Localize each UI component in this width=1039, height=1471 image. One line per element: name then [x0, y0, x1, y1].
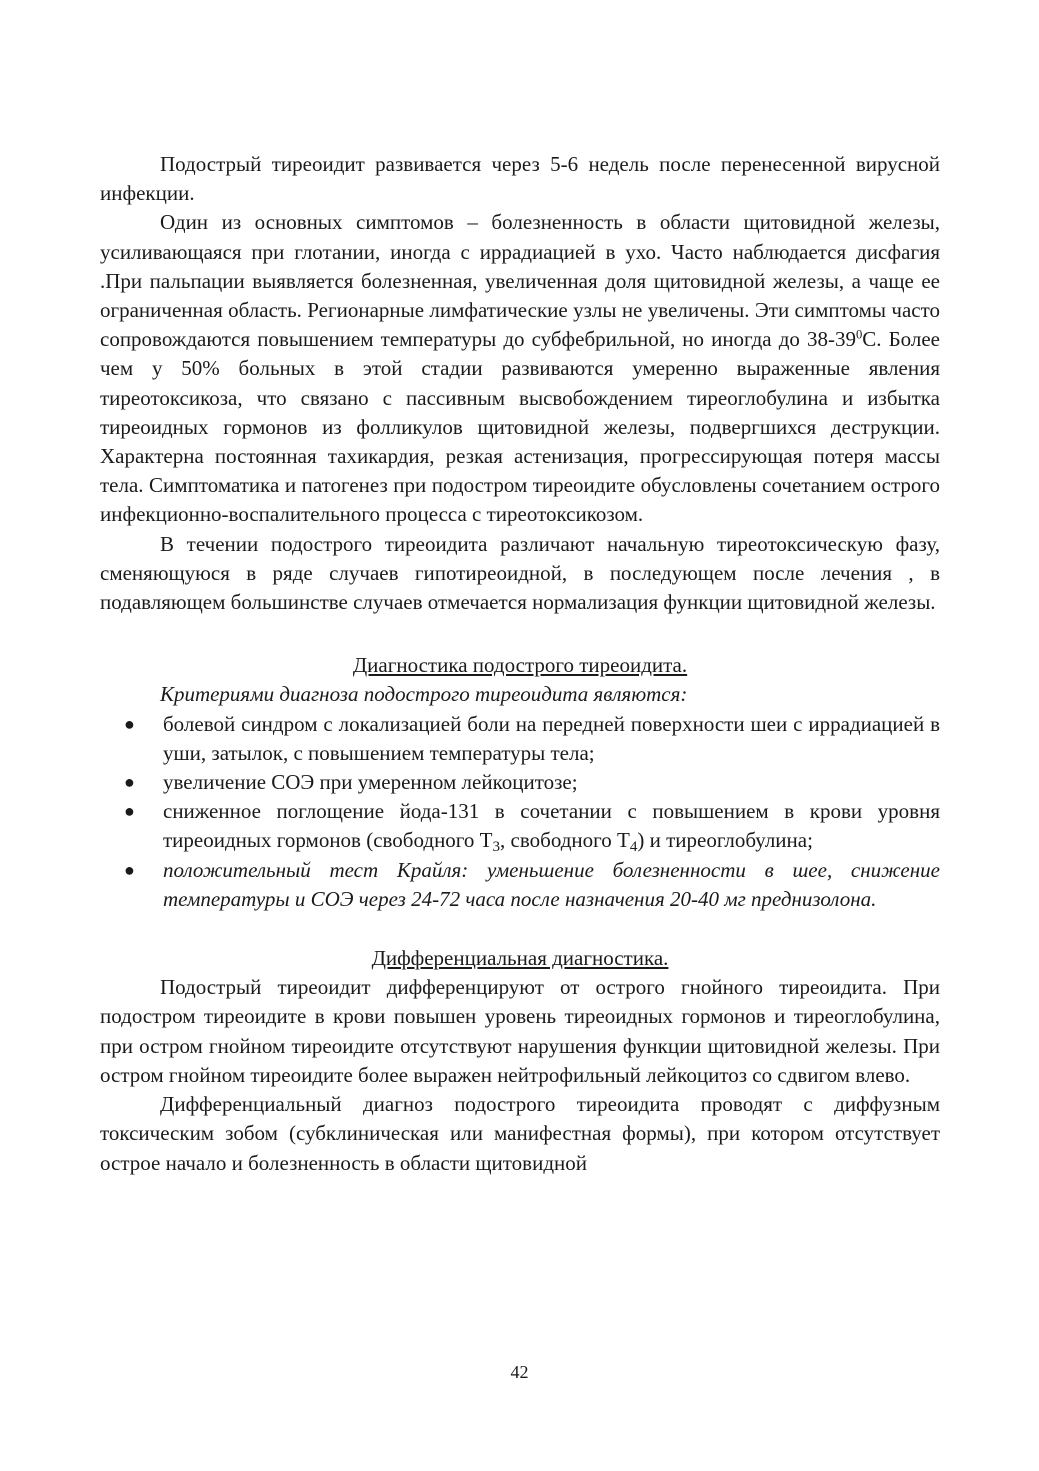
- list-item: [100, 797, 940, 855]
- bullet-icon: ●: [124, 801, 135, 822]
- diagnostics-heading: [100, 651, 940, 680]
- paragraph-differential-purulent: Подострый тиреоидит дифференцируют от острого гнойного тиреоидита. При подостром тиреоидите в крови повышен уровень тиреоидных гормонов и тиреоглобулина, при остром гнойном тиреоидите отсутствуют нарушения функции щитовидной железы. При остром гнойном тиреоидите более выражен нейтрофильный лейкоцитоз со сдвигом влево.: [100, 975, 940, 1087]
- list-item: [100, 856, 940, 914]
- bullet-icon: ●: [124, 772, 135, 793]
- paragraph-symptoms-text: Один из основных симптомов – болезненность в области щитовидной железы, усиливающаяся при глотании, иногда с иррадиацией в ухо. Часто наблюдается дисфагия .При пальпации выявляется болезненная, увеличенная доля щитовидной железы, а чаще ее ограниченная область. Регионарные лимфатические узлы не увеличены. Эти симптомы часто сопровождаются повышением температуры до субфебрильной, но иногда до 38-39: [100, 210, 940, 352]
- paragraph-onset: Подострый тиреоидит развивается через 5-6 недель после перенесенной вирусной инфекции.: [100, 152, 940, 206]
- t3-subscript: 3: [492, 839, 501, 856]
- bullet-icon: ●: [124, 713, 135, 734]
- bullet-icon: ●: [124, 859, 135, 880]
- t4-subscript: 4: [629, 839, 638, 856]
- criteria-item-esr: увеличение СОЭ при умеренном лейкоцитозе;: [163, 770, 578, 795]
- diagnostics-heading-text: Диагностика подострого тиреоидита.: [352, 653, 688, 678]
- paragraph-course: В течении подострого тиреоидита различают начальную тиреотоксическую фазу, сменяющуюся в ряде случаев гипотиреоидной, в последующем после лечения , в подавляющем большинстве случаев отмечается нормализация функции щитовидной железы.: [100, 531, 940, 615]
- criteria-intro: Критериями диагноза подострого тиреоидита являются:: [160, 682, 688, 707]
- document-body: [100, 150, 940, 1178]
- differential-heading-text: Дифференциальная диагностика.: [371, 946, 669, 971]
- criteria-item-iodine-part1: сниженное поглощение йода-131 в сочетании с повышением в крови уровня тиреоидных гормонов (свободного Т: [163, 799, 940, 853]
- paragraph-symptoms: [100, 208, 940, 529]
- degree-superscript: 0: [855, 327, 863, 342]
- criteria-item-iodine-part2: , свободного Т: [500, 828, 630, 853]
- criteria-item-iodine-part3: ) и тиреоглобулина;: [637, 828, 813, 853]
- list-item: [100, 710, 940, 768]
- criteria-item-iodine: [163, 799, 940, 856]
- differential-heading: [100, 944, 940, 973]
- criteria-list: [100, 710, 940, 914]
- criteria-item-crile-test: положительный тест Крайля: уменьшение болезненности в шее, снижение температуры и СОЭ через 24-72 часа после назначения 20-40 мг преднизолона.: [163, 857, 940, 911]
- paragraph-differential-graves: Дифференциальный диагноз подострого тиреоидита проводят с диффузным токсическим зобом (субклиническая или манифестная формы), при котором отсутствует острое начало и болезненность в области щитовидной: [100, 1092, 940, 1175]
- page-number: 42: [510, 1362, 529, 1382]
- list-item: [100, 768, 940, 797]
- criteria-item-pain: болевой синдром с локализацией боли на передней поверхности шеи с иррадиацией в уши, затылок, с повышением температуры тела;: [163, 711, 940, 765]
- paragraph-symptoms-continuation: С. Более чем у 50% больных в этой стадии развиваются умеренно выраженные явления тиреотоксикоза, что связано с пассивным высвобождением тиреоглобулина и избытка тиреоидных гормонов из фолликулов щитовидной железы, подвергшихся деструкции. Характерна постоянная тахикардия, резкая астенизация, прогрессирующая потеря массы тела. Симптоматика и патогенез при подостром тиреоидите обусловлены сочетанием острого инфекционно-воспалительного процесса с тиреотоксикозом.: [100, 327, 940, 527]
